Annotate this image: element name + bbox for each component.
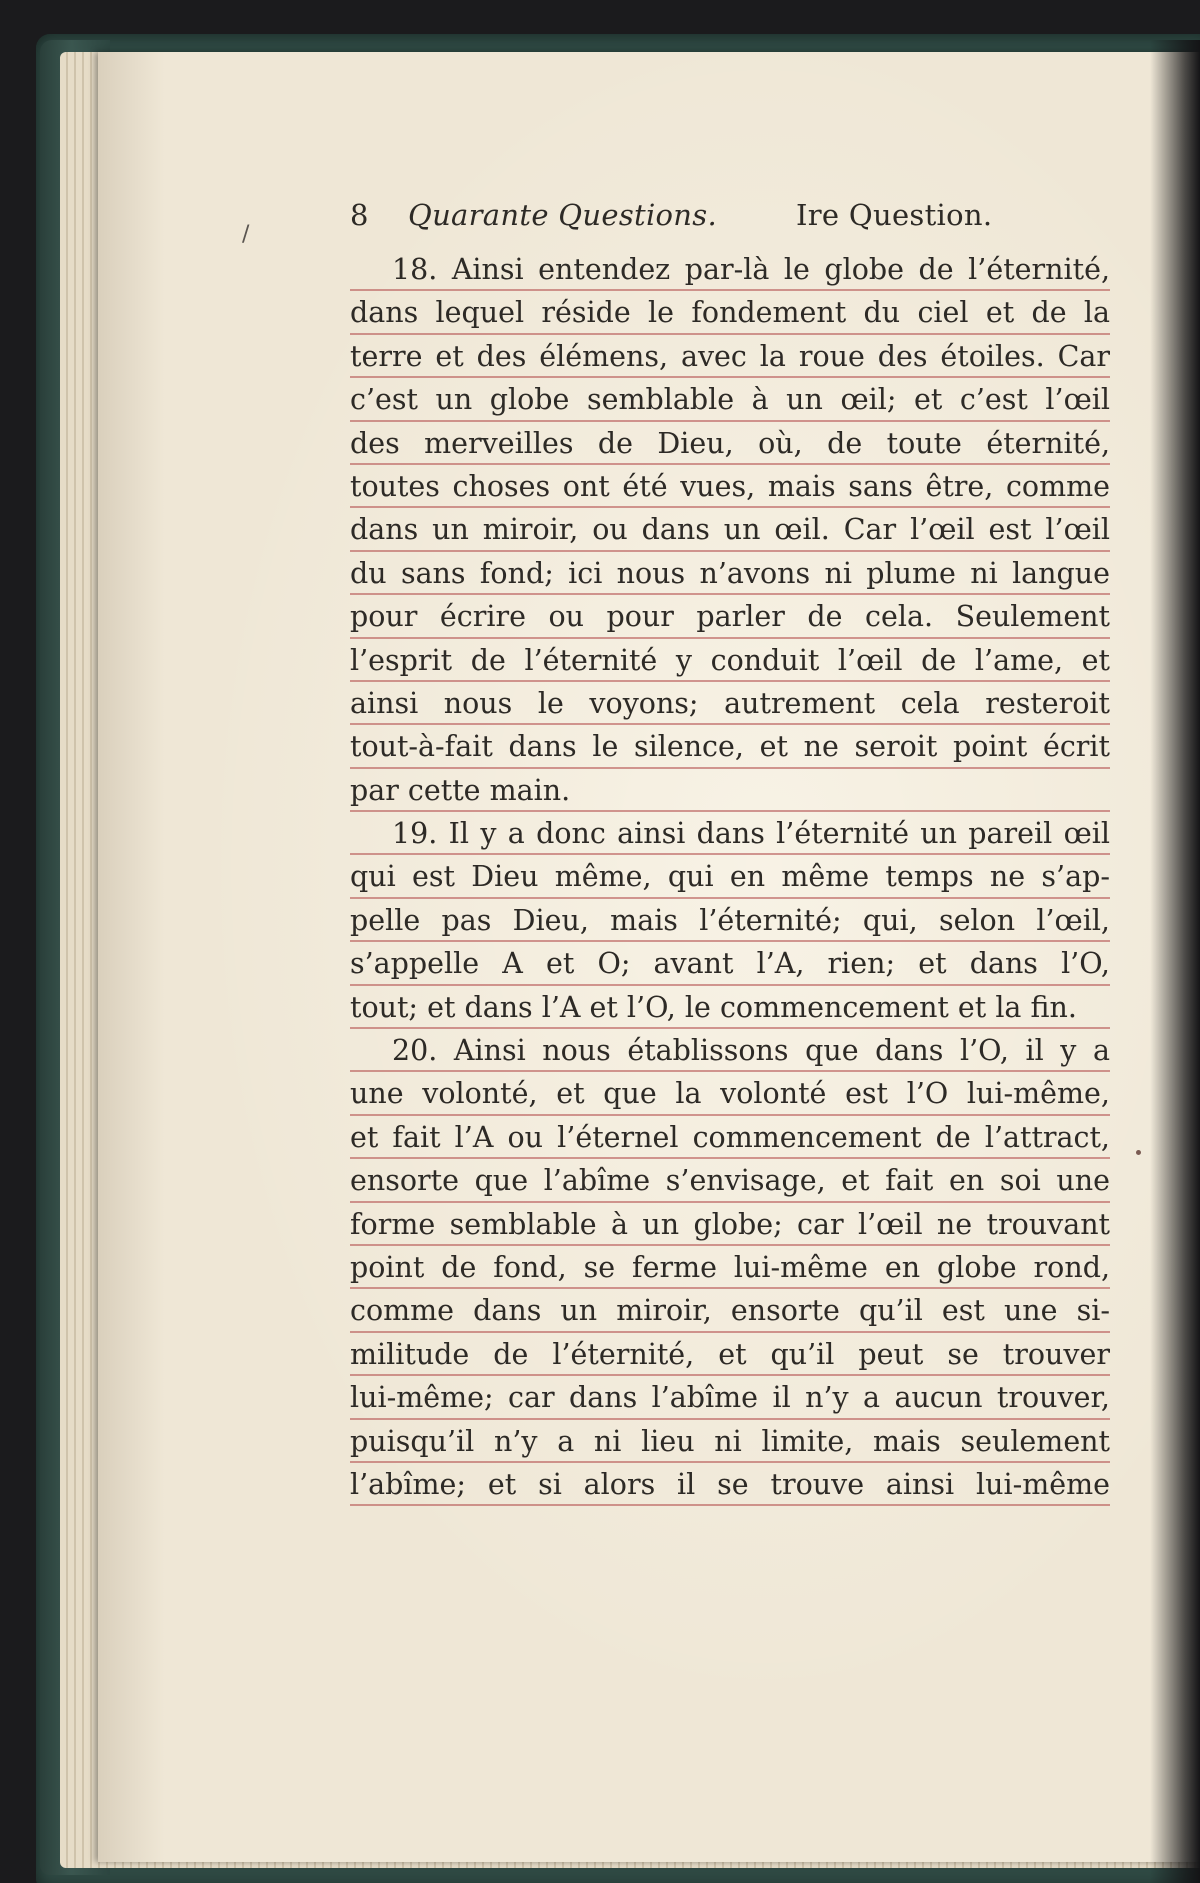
text-line: puisqu’il n’y a ni lieu ni limite, mais seulement [350, 1420, 1110, 1463]
text-line: dans un miroir, ou dans un œil. Car l’œil est l’œil [350, 508, 1110, 551]
text-line: 18. Ainsi entendez par-là le globe de l’éternité, [350, 248, 1110, 291]
text-line: toutes choses ont été vues, mais sans être, comme [350, 465, 1110, 508]
page-number: 8 [350, 198, 369, 232]
running-title: Quarante Questions. [408, 198, 717, 232]
body-text [350, 248, 1110, 1506]
text-line: terre et des élémens, avec la roue des étoiles. Car [350, 335, 1110, 378]
text-line: comme dans un miroir, ensorte qu’il est une si- [350, 1289, 1110, 1332]
text-line: une volonté, et que la volonté est l’O lui-même, [350, 1072, 1110, 1115]
text-block [350, 198, 1110, 1506]
text-line: lui-même; car dans l’abîme il n’y a aucun trouver, [350, 1376, 1110, 1419]
text-line: 19. Il y a donc ainsi dans l’éternité un pareil œil [350, 812, 1110, 855]
text-line: du sans fond; ici nous n’avons ni plume ni langue [350, 552, 1110, 595]
text-line: point de fond, se ferme lui-même en globe rond, [350, 1246, 1110, 1289]
text-line: militude de l’éternité, et qu’il peut se trouver [350, 1333, 1110, 1376]
question-label: Ire Question. [796, 198, 993, 232]
text-line: qui est Dieu même, qui en même temps ne s’ap- [350, 855, 1110, 898]
margin-ink-dot [1136, 1150, 1141, 1155]
text-line: c’est un globe semblable à un œil; et c’est l’œil [350, 378, 1110, 421]
running-head [350, 198, 1110, 248]
text-line: des merveilles de Dieu, où, de toute éternité, [350, 422, 1110, 465]
text-line: l’esprit de l’éternité y conduit l’œil de l’ame, et [350, 639, 1110, 682]
text-line: s’appelle A et O; avant l’A, rien; et dans l’O, [350, 942, 1110, 985]
text-line: pelle pas Dieu, mais l’éternité; qui, selon l’œil, [350, 899, 1110, 942]
gutter-shadow [1150, 40, 1200, 1883]
text-line: et fait l’A ou l’éternel commencement de l’attract, [350, 1116, 1110, 1159]
text-line: 20. Ainsi nous établissons que dans l’O, il y a [350, 1029, 1110, 1072]
margin-pencil-mark: / [242, 222, 250, 247]
text-line: par cette main. [350, 769, 1110, 812]
text-line: l’abîme; et si alors il se trouve ainsi lui-même [350, 1463, 1110, 1506]
text-line: pour écrire ou pour parler de cela. Seulement [350, 595, 1110, 638]
text-line: ensorte que l’abîme s’envisage, et fait en soi une [350, 1159, 1110, 1202]
text-line: tout-à-fait dans le silence, et ne seroit point écrit [350, 725, 1110, 768]
text-line: ainsi nous le voyons; autrement cela resteroit [350, 682, 1110, 725]
text-line: forme semblable à un globe; car l’œil ne trouvant [350, 1203, 1110, 1246]
text-line: tout; et dans l’A et l’O, le commencement et la fin. [350, 986, 1110, 1029]
text-line: dans lequel réside le fondement du ciel et de la [350, 291, 1110, 334]
